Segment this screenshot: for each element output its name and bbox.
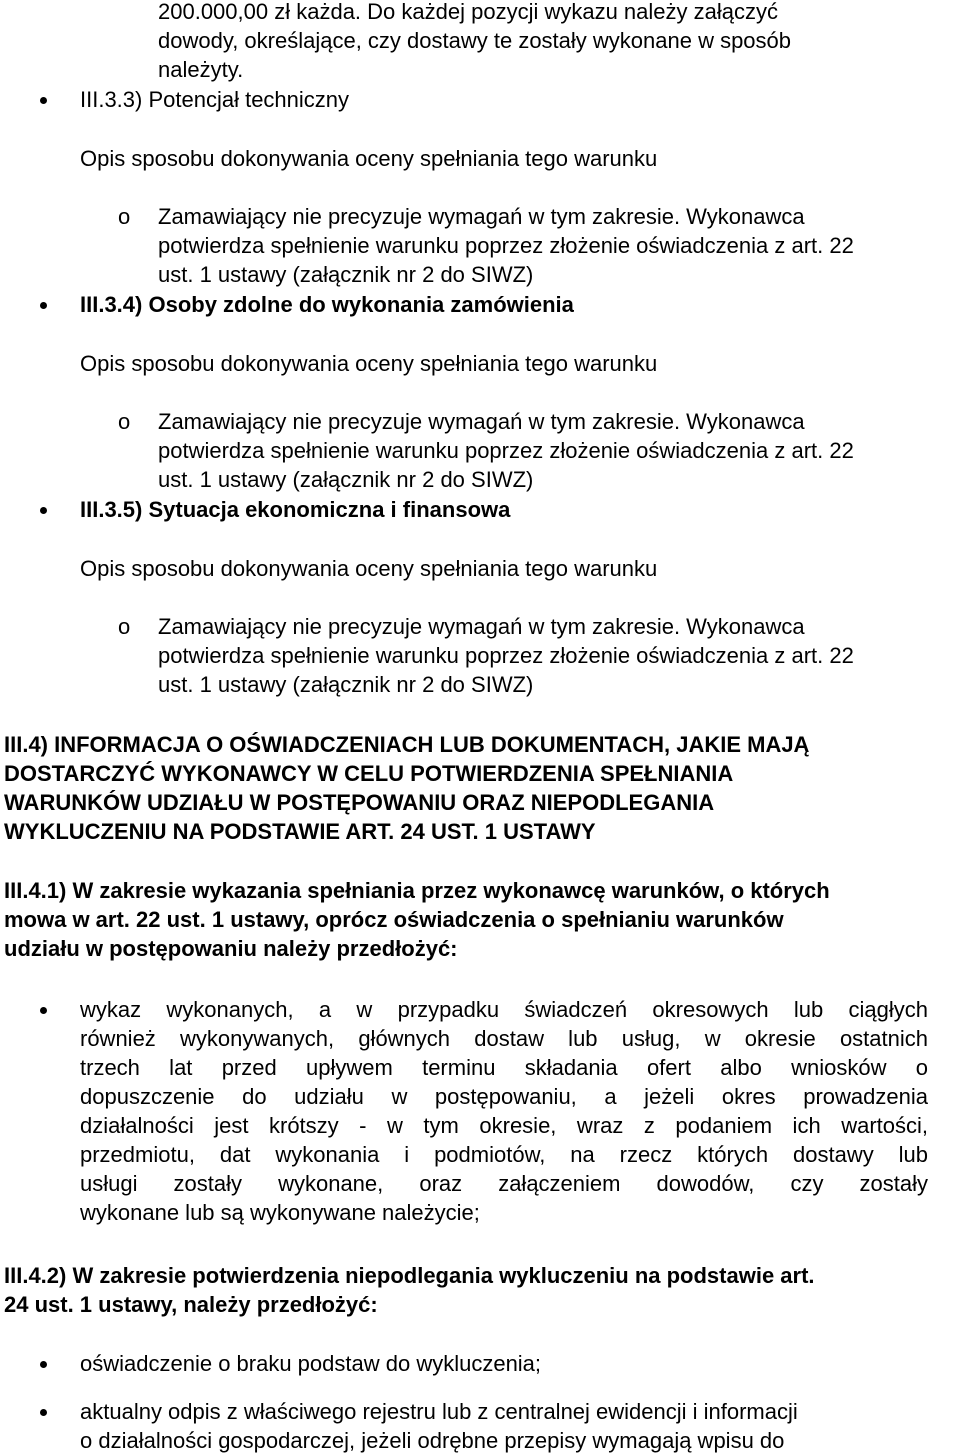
circle-bullet-icon: o [118, 614, 131, 639]
item-line: ust. 1 ustawy (załącznik nr 2 do SIWZ) [158, 262, 534, 287]
subsection-title: udziału w postępowaniu należy przedłożyć: [4, 936, 458, 961]
section-heading: III.3.5) Sytuacja ekonomiczna i finansowa [80, 497, 511, 522]
paragraph-line: przedmiotu, dat wykonania i podmiotów, na rzecz których dostawy lub [80, 1142, 928, 1167]
section-title: III.4) INFORMACJA O OŚWIADCZENIACH LUB DOKUMENTACH, JAKIE MAJĄ [4, 732, 810, 757]
subsection-title: III.4.2) W zakresie potwierdzenia niepodlegania wykluczeniu na podstawie art. [4, 1263, 815, 1288]
item-line: ust. 1 ustawy (załącznik nr 2 do SIWZ) [158, 467, 534, 492]
subsection-title: III.4.1) W zakresie wykazania spełniania przez wykonawcę warunków, o których [4, 878, 830, 903]
paragraph-line: działalności jest krótszy - w tym okresie, wraz z podaniem ich wartości, [80, 1113, 928, 1138]
paragraph-line: wykonane lub są wykonywane należycie; [80, 1200, 480, 1225]
item-line: potwierdza spełnienie warunku poprzez złożenie oświadczenia z art. 22 [158, 643, 854, 668]
intro-line: należyty. [158, 57, 244, 82]
bullet-icon [40, 1409, 47, 1416]
item-line: Zamawiający nie precyzuje wymagań w tym zakresie. Wykonawca [158, 204, 805, 229]
bullet-icon [40, 1007, 47, 1014]
bullet-icon [40, 507, 47, 514]
section-title: WARUNKÓW UDZIAŁU W POSTĘPOWANIU ORAZ NIEPODLEGANIA [4, 790, 715, 815]
paragraph-line: dopuszczenie do udziału w postępowaniu, a jeżeli okres prowadzenia [80, 1084, 928, 1109]
bullet-icon [40, 1361, 47, 1368]
bullet-icon [40, 302, 47, 309]
circle-bullet-icon: o [118, 409, 131, 434]
subsection-title: mowa w art. 22 ust. 1 ustawy, oprócz oświadczenia o spełnianiu warunków [4, 907, 784, 932]
item-line: Zamawiający nie precyzuje wymagań w tym zakresie. Wykonawca [158, 614, 805, 639]
bullet-icon [40, 97, 47, 104]
bullet-item: oświadczenie o braku podstaw do wykluczenia; [80, 1351, 542, 1376]
item-line: potwierdza spełnienie warunku poprzez złożenie oświadczenia z art. 22 [158, 233, 854, 258]
bullet-paragraph [80, 995, 928, 1227]
bullet-item: aktualny odpis z właściwego rejestru lub z centralnej ewidencji i informacji [80, 1399, 798, 1424]
description-heading: Opis sposobu dokonywania oceny spełniania tego warunku [80, 556, 658, 581]
item-line: potwierdza spełnienie warunku poprzez złożenie oświadczenia z art. 22 [158, 438, 854, 463]
section-heading: III.3.3) Potencjał techniczny [80, 87, 350, 112]
intro-line: 200.000,00 zł każda. Do każdej pozycji wykazu należy załączyć [158, 0, 778, 24]
paragraph-line: usługi zostały wykonane, oraz załączeniem dowodów, czy zostały [80, 1171, 928, 1196]
paragraph-line: również wykonywanych, głównych dostaw lub usług, w okresie ostatnich [80, 1026, 928, 1051]
paragraph-line: wykaz wykonanych, a w przypadku świadczeń okresowych lub ciągłych [80, 997, 928, 1022]
section-heading: III.3.4) Osoby zdolne do wykonania zamówienia [80, 292, 574, 317]
item-line: ust. 1 ustawy (załącznik nr 2 do SIWZ) [158, 672, 534, 697]
bullet-item: o działalności gospodarczej, jeżeli odrębne przepisy wymagają wpisu do [80, 1428, 785, 1453]
section-title: WYKLUCZENIU NA PODSTAWIE ART. 24 UST. 1 USTAWY [4, 819, 596, 844]
description-heading: Opis sposobu dokonywania oceny spełniania tego warunku [80, 146, 658, 171]
section-title: DOSTARCZYĆ WYKONAWCY W CELU POTWIERDZENIA SPEŁNIANIA [4, 761, 734, 786]
paragraph-line: trzech lat przed upływem terminu składania ofert albo wniosków o [80, 1055, 928, 1080]
description-heading: Opis sposobu dokonywania oceny spełniania tego warunku [80, 351, 658, 376]
intro-line: dowody, określające, czy dostawy te zostały wykonane w sposób [158, 28, 792, 53]
subsection-title: 24 ust. 1 ustawy, należy przedłożyć: [4, 1292, 378, 1317]
circle-bullet-icon: o [118, 204, 131, 229]
item-line: Zamawiający nie precyzuje wymagań w tym zakresie. Wykonawca [158, 409, 805, 434]
